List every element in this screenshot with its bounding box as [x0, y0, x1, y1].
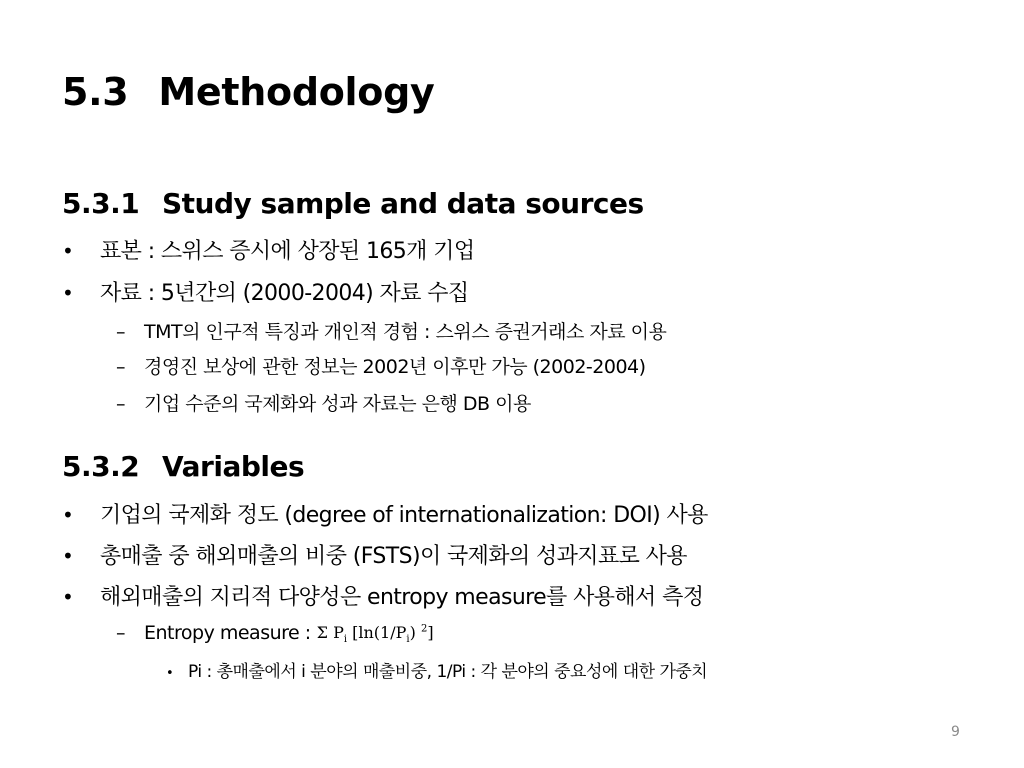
sub-sub-bullet-pi — [166, 657, 707, 682]
bullet-text: 총매출 중 해외매출의 비중 (FSTS)이 국제화의 성과지표로 사용 — [100, 544, 687, 569]
title-text: Methodology — [158, 70, 435, 114]
dash-glyph: – — [116, 393, 125, 415]
slide-title — [62, 70, 434, 114]
bullet-glyph: • — [62, 544, 74, 568]
formula-close-bracket: ] — [427, 623, 434, 642]
dash-glyph: – — [116, 356, 125, 378]
section-number: 5.3.2 — [62, 450, 140, 483]
bullet-glyph: • — [166, 666, 174, 681]
bullet-glyph: • — [62, 281, 74, 305]
page-number: 9 — [951, 724, 960, 740]
bullet-glyph: • — [62, 239, 74, 263]
formula-ln-part: [ln(1/P — [352, 623, 407, 642]
sub-bullet-bank-db — [116, 389, 531, 416]
entropy-formula — [317, 623, 434, 645]
formula-exponent: 2 — [420, 623, 428, 635]
section-heading-variables — [62, 450, 304, 483]
formula-sub-i: i — [343, 634, 348, 646]
sigma-symbol: Σ — [316, 623, 328, 642]
sub-bullet-entropy-measure — [116, 622, 434, 645]
formula-close-paren: ) — [409, 623, 416, 642]
dash-glyph: – — [116, 321, 125, 343]
sub-bullet-compensation — [116, 352, 646, 379]
sub-bullet-text: 기업 수준의 국제화와 성과 자료는 은행 DB 이용 — [144, 393, 531, 415]
section-heading-text: Study sample and data sources — [162, 187, 644, 220]
sub-bullet-tmt — [116, 317, 666, 344]
sub-bullet-text: TMT의 인구적 특징과 개인적 경험 : 스위스 증권거래소 자료 이용 — [144, 321, 667, 343]
bullet-text: 기업의 국제화 정도 (degree of internationalization: DOI) 사용 — [100, 503, 708, 528]
section-heading-study-sample — [62, 187, 644, 220]
bullet-text: 해외매출의 지리적 다양성은 entropy measure를 사용해서 측정 — [100, 585, 704, 610]
dash-glyph: – — [116, 622, 125, 644]
bullet-text: 표본 : 스위스 증시에 상장된 165개 기업 — [100, 239, 475, 264]
section-number: 5.3.1 — [62, 187, 140, 220]
formula-p: P — [333, 623, 344, 642]
sub-bullet-text: Entropy measure : — [144, 622, 311, 644]
bullet-text: 자료 : 5년간의 (2000-2004) 자료 수집 — [100, 281, 469, 306]
bullet-data — [62, 276, 469, 307]
sub-bullet-text: 경영진 보상에 관한 정보는 2002년 이후만 가능 (2002-2004) — [144, 356, 646, 378]
formula-sub-i: i — [406, 634, 410, 646]
bullet-sample — [62, 234, 475, 265]
sub-sub-bullet-text: Pi : 총매출에서 i 분야의 매출비중, 1/Pi : 각 분야의 중요성에 대한 가중치 — [188, 662, 708, 682]
bullet-fsts — [62, 539, 687, 570]
bullet-glyph: • — [62, 585, 74, 609]
bullet-entropy — [62, 580, 703, 611]
title-number: 5.3 — [62, 70, 129, 114]
bullet-glyph: • — [62, 503, 74, 527]
section-heading-text: Variables — [162, 450, 305, 483]
bullet-doi — [62, 498, 708, 529]
